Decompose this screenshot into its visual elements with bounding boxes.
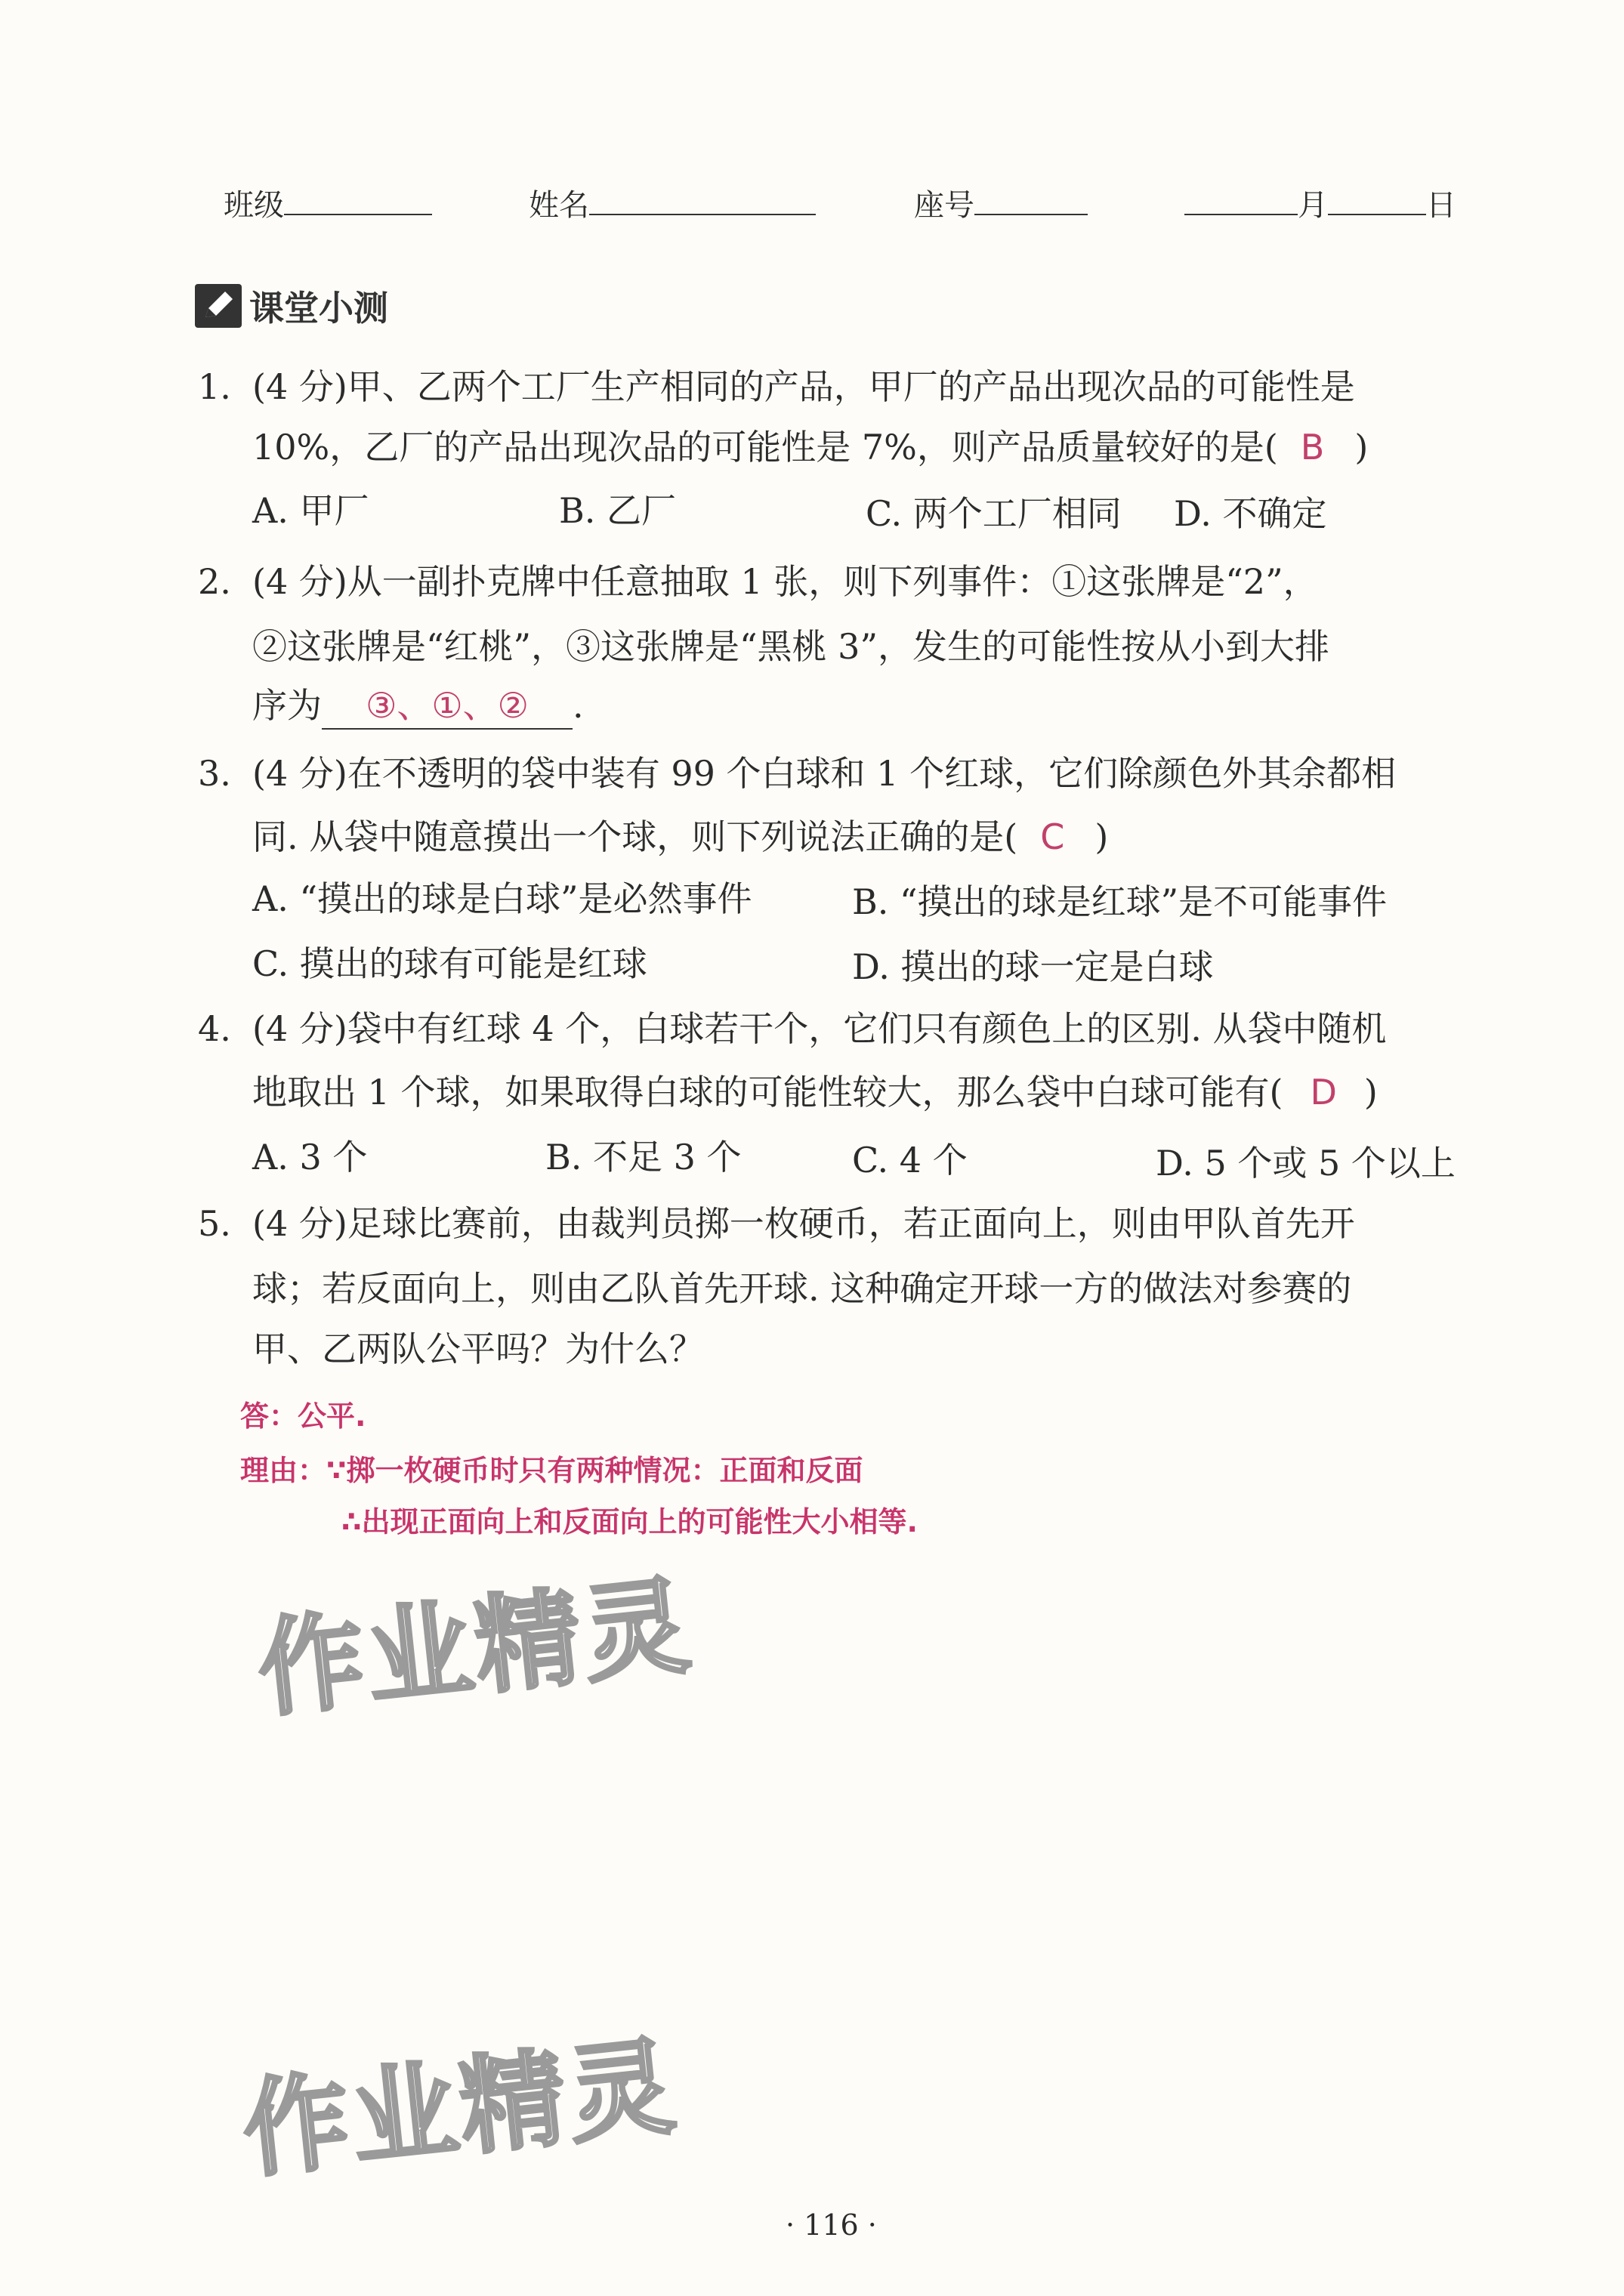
- answer-q5-line-2: 理由：∵掷一枚硬币时只有两种情况：正面和反面: [240, 1454, 863, 1487]
- q4-option-d: D. 5 个或 5 个以上: [1156, 1143, 1456, 1183]
- question-text: (4 分)甲、乙两个工厂生产相同的产品，甲厂的产品出现次品的可能性是: [252, 366, 1355, 407]
- class-label: 班级: [224, 188, 284, 223]
- question-number: 2.: [198, 561, 231, 602]
- pencil-icon: [195, 284, 242, 328]
- question-text: (4 分)足球比赛前，由裁判员掷一枚硬币，若正面向上，则由甲队首先开: [252, 1203, 1355, 1244]
- question-number: 3.: [198, 753, 231, 794]
- q3-option-b: B. “摸出的球是红球”是不可能事件: [852, 881, 1388, 922]
- class-field: [224, 181, 432, 224]
- q3-option-a: A. “摸出的球是白球”是必然事件: [252, 878, 752, 919]
- page-number: · 116 ·: [786, 2208, 877, 2242]
- question-number: 4.: [198, 1008, 231, 1049]
- day-label: 日: [1426, 188, 1456, 223]
- answer-q5-line-3: ∴出现正面向上和反面向上的可能性大小相等.: [341, 1505, 918, 1538]
- question-number: 5.: [198, 1203, 231, 1244]
- paren-close: ): [1354, 427, 1369, 468]
- question-text: (4 分)在不透明的袋中装有 99 个白球和 1 个红球，它们除颜色外其余都相: [252, 753, 1397, 794]
- question-text: 甲、乙两队公平吗？为什么？: [252, 1329, 704, 1369]
- answer-q4: D: [1310, 1072, 1337, 1113]
- paren-close: ): [1095, 816, 1109, 857]
- class-blank[interactable]: [284, 188, 432, 215]
- q4-option-c: C. 4 个: [852, 1140, 968, 1180]
- q4-option-a: A. 3 个: [252, 1137, 368, 1177]
- question-text: 10%，乙厂的产品出现次品的可能性是 7%，则产品质量较好的是(: [252, 427, 1278, 468]
- question-text: (4 分)袋中有红球 4 个，白球若干个，它们只有颜色上的区别. 从袋中随机: [252, 1008, 1387, 1049]
- answer-q2: ③、①、②: [322, 683, 573, 730]
- watermark-logo: 作业精灵: [252, 1564, 699, 1733]
- q1-option-a: A. 甲厂: [252, 490, 369, 531]
- q4-option-b: B. 不足 3 个: [545, 1137, 742, 1177]
- name-blank[interactable]: [589, 188, 816, 215]
- name-field: [529, 181, 816, 224]
- question-text: (4 分)从一副扑克牌中任意抽取 1 张，则下列事件：①这张牌是“2”，: [252, 561, 1318, 602]
- answer-q3: C: [1040, 816, 1065, 857]
- answer-q1: B: [1300, 427, 1325, 468]
- date-field: [1184, 181, 1456, 224]
- q3-option-c: C. 摸出的球有可能是红球: [252, 943, 647, 984]
- question-text: 同. 从袋中随意摸出一个球，则下列说法正确的是(: [252, 816, 1018, 857]
- period: .: [573, 685, 584, 726]
- seat-field: [914, 181, 1088, 224]
- month-blank[interactable]: [1184, 188, 1298, 215]
- paren-close: ): [1363, 1072, 1378, 1113]
- question-text: 地取出 1 个球，如果取得白球的可能性较大，那么袋中白球可能有(: [252, 1072, 1283, 1113]
- name-label: 姓名: [529, 188, 589, 223]
- q1-option-d: D. 不确定: [1174, 493, 1327, 534]
- q3-option-d: D. 摸出的球一定是白球: [852, 946, 1214, 987]
- section-header: [195, 281, 388, 331]
- question-text: 序为: [252, 685, 322, 726]
- seat-blank[interactable]: [974, 188, 1088, 215]
- day-blank[interactable]: [1328, 188, 1426, 215]
- question-number: 1.: [198, 366, 231, 407]
- month-label: 月: [1298, 188, 1328, 223]
- section-title: 课堂小测: [249, 288, 388, 329]
- answer-q5-line-1: 答：公平.: [240, 1400, 366, 1433]
- q1-option-b: B. 乙厂: [559, 490, 677, 531]
- q1-option-c: C. 两个工厂相同: [866, 493, 1122, 534]
- question-text: 球；若反面向上，则由乙队首先开球. 这种确定开球一方的做法对参赛的: [252, 1268, 1352, 1309]
- seat-label: 座号: [914, 188, 974, 223]
- watermark-logo: 作业精灵: [237, 2025, 684, 2193]
- question-text: ②这张牌是“红桃”，③这张牌是“黑桃 3”，发生的可能性按从小到大排: [252, 626, 1329, 667]
